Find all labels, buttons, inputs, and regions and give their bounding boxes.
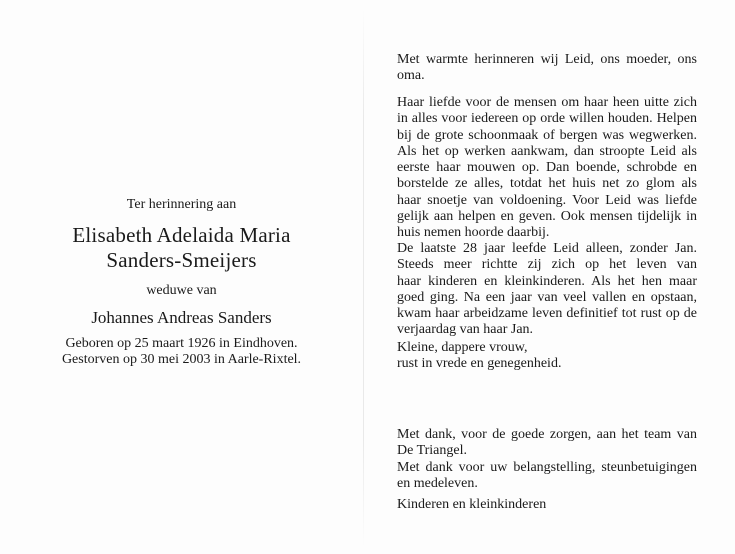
paragraph-signature (397, 497, 697, 513)
center-fold (363, 8, 364, 548)
text-line: verjaardag van haar Jan. (397, 322, 534, 338)
text-line: Kleine, dappere vrouw, (397, 340, 528, 355)
widow-label: weduwe van (146, 283, 217, 298)
deceased-name-line2: Sanders-Smeijers (106, 248, 257, 272)
text-line: rust in vrede en genegenheid. (397, 356, 562, 372)
paragraph-last-years (397, 241, 697, 339)
text-line: kwam haar arbeidzame leven definitief tot rust op de (397, 306, 697, 322)
birth-line: Geboren op 25 maart 1926 in Eindhoven. (65, 336, 298, 351)
text-line: borstelde ze alles, totdat het huis net zo glom als (397, 176, 697, 192)
text-line: Met dank voor uw belangstelling, steunbetuigingen (397, 459, 697, 475)
spouse-name: Johannes Andreas Sanders (91, 308, 272, 327)
deceased-name-line1: Elisabeth Adelaida Maria (72, 223, 291, 247)
paragraph-remembrance (397, 52, 697, 85)
paragraph-love (397, 95, 697, 242)
text-line: Als het op werken aankwam, dan stroopte Leid als (397, 143, 697, 159)
text-line: huis nemen hoorde daarbij. (397, 225, 550, 241)
text-line: De laatste 28 jaar leefde Leid alleen, zonder Jan. (397, 241, 697, 256)
text-line: oma. (397, 68, 425, 84)
text-line: gelijk aan helpen en geven. Ook mensen tijdelijk in (397, 209, 697, 225)
text-line: in alles voor iedereen op orde willen houden. Helpen (397, 111, 697, 127)
text-line: en medeleven. (397, 475, 478, 491)
text-line: haar kinderen en kleinkinderen. Als het hen maar (397, 273, 697, 289)
text-line: De Triangel. (397, 443, 467, 459)
text-line: Met dank, voor de goede zorgen, aan het team van (397, 427, 697, 442)
death-line: Gestorven op 30 mei 2003 in Aarle-Rixtel. (61, 352, 302, 367)
text-line: Haar liefde voor de mensen om haar heen uitte zich (397, 95, 697, 110)
text-line: Met warmte herinneren wij Leid, ons moeder, ons (397, 52, 697, 67)
paragraph-farewell (397, 340, 697, 373)
text-line: Steeds meer richtte zij zich op het leven van (397, 257, 697, 273)
paragraph-thanks (397, 427, 697, 492)
text-line: bij de grote schoonmaak of bergen was wegwerken. (397, 127, 697, 143)
text-line: goed ging. Na een jaar van veel vallen en opstaan, (397, 289, 697, 305)
intro-text: Ter herinnering aan (126, 197, 237, 212)
text-line: haar snoetje van voldoening. Voor Leid was liefde (397, 192, 697, 208)
left-panel (0, 0, 363, 554)
text-line: eerste haar mouwen op. Dan boende, schrobde en (397, 160, 697, 176)
text-line: Kinderen en kleinkinderen (397, 497, 547, 512)
